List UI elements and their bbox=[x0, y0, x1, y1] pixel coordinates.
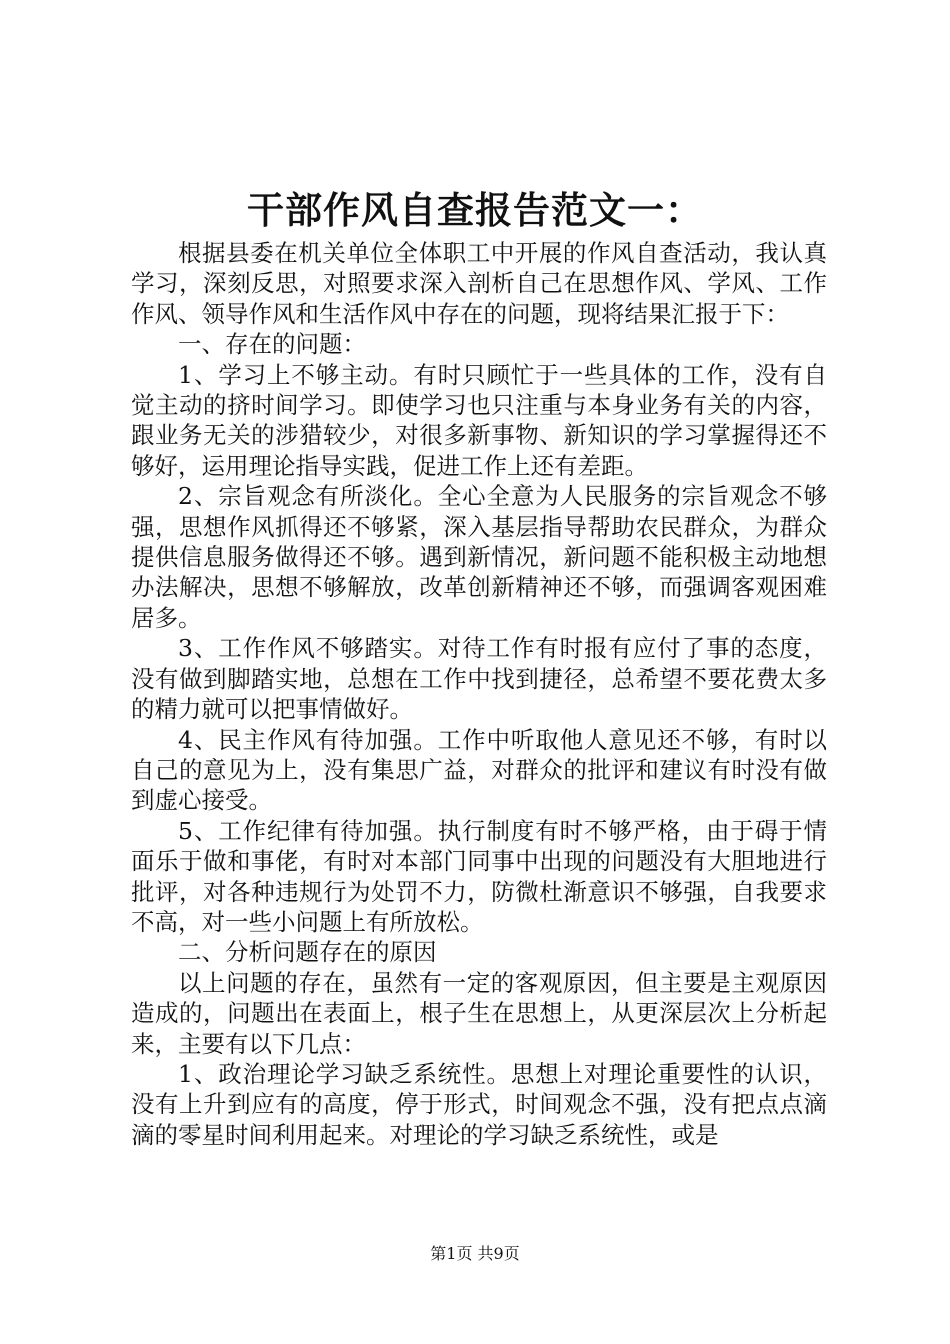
paragraph-problem-4: 4、民主作风有待加强。工作中听取他人意见还不够，有时以自己的意见为上，没有集思广益，对群众的批评和建议有时没有做到虚心接受。 bbox=[131, 725, 827, 815]
paragraph-cause-1: 1、政治理论学习缺乏系统性。思想上对理论重要性的认识，没有上升到应有的高度，停于形式，时间观念不强，没有把点点滴滴的零星时间利用起来。对理论的学习缺乏系统性，或是 bbox=[131, 1059, 827, 1149]
section-heading-causes: 二、分析问题存在的原因 bbox=[178, 938, 437, 967]
document-body bbox=[131, 238, 827, 1150]
paragraph-problem-1: 1、学习上不够主动。有时只顾忙于一些具体的工作，没有自觉主动的挤时间学习。即使学习也只注重与本身业务有关的内容，跟业务无关的涉猎较少，对很多新事物、新知识的学习掌握得还不够好，运用理论指导实践，促进工作上还有差距。 bbox=[131, 360, 827, 480]
document-title: 干部作风自查报告范文一： bbox=[247, 188, 703, 232]
section-heading-problems: 一、存在的问题： bbox=[178, 330, 366, 359]
paragraph-problem-3: 3、工作作风不够踏实。对待工作有时报有应付了事的态度，没有做到脚踏实地，总想在工作中找到捷径，总希望不要花费太多的精力就可以把事情做好。 bbox=[131, 634, 827, 724]
paragraph-problem-2: 2、宗旨观念有所淡化。全心全意为人民服务的宗旨观念不够强，思想作风抓得还不够紧，深入基层指导帮助农民群众，为群众提供信息服务做得还不够。遇到新情况，新问题不能积极主动地想办法解决，思想不够解放，改革创新精神还不够，而强调客观困难居多。 bbox=[131, 482, 827, 632]
paragraph-intro: 根据县委在机关单位全体职工中开展的作风自查活动，我认真学习，深刻反思，对照要求深入剖析自己在思想作风、学风、工作作风、领导作风和生活作风中存在的问题，现将结果汇报于下： bbox=[131, 239, 827, 328]
page-footer: 第1页 共9页 bbox=[430, 1244, 520, 1263]
paragraph-causes-intro: 以上问题的存在，虽然有一定的客观原因，但主要是主观原因造成的，问题出在表面上，根子生在思想上，从更深层次上分析起来，主要有以下几点： bbox=[131, 968, 827, 1058]
paragraph-problem-5: 5、工作纪律有待加强。执行制度有时不够严格，由于碍于情面乐于做和事佬，有时对本部门同事中出现的问题没有大胆地进行批评，对各种违规行为处罚不力，防微杜渐意识不够强，自我要求不高，对一些小问题上有所放松。 bbox=[131, 816, 827, 936]
